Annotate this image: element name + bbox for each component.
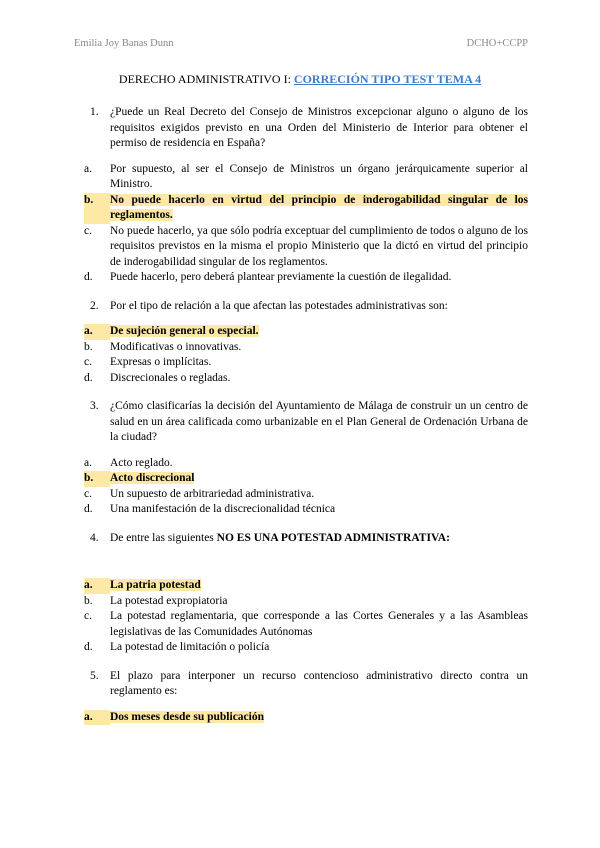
option-text: Acto discrecional — [110, 472, 195, 484]
option-1b-correct — [84, 193, 528, 224]
question-text-emphasis: NO ES UNA POTESTAD ADMINISTRATIVA: — [216, 531, 450, 544]
option-3b-correct — [84, 471, 528, 487]
option-letter: b. — [84, 340, 93, 353]
option-letter: a. — [84, 710, 110, 726]
option-1d — [84, 270, 528, 286]
question-1 — [84, 105, 528, 152]
option-letter: d. — [84, 641, 93, 653]
option-text: Acto reglado. — [110, 456, 173, 469]
title-highlight: CORRECIÓN TIPO TEST TEMA 4 — [293, 72, 482, 86]
option-2c — [84, 355, 528, 371]
options-4 — [84, 578, 528, 656]
question-text: El plazo para interponer un recurso contencioso administrativo directo contra un reglamento es: — [110, 669, 528, 697]
option-text: Por supuesto, al ser el Consejo de Ministros un órgano jerárquicamente superior al Ministro. — [110, 162, 528, 190]
option-text: La potestad expropiatoria — [110, 594, 228, 607]
question-text: ¿Cómo clasificarías la decisión del Ayuntamiento de Málaga de construir un un centro de salud en un área calificada como urbanizable en el Plan General de Ordenación Urbana de la ciudad? — [110, 400, 528, 443]
option-text: Modificativas o innovativas. — [110, 340, 242, 353]
option-2d — [84, 371, 528, 387]
option-text: Expresas o implícitas. — [110, 356, 212, 368]
page-title — [0, 72, 600, 87]
option-text: Dos meses desde su publicación — [110, 710, 264, 723]
option-3d — [84, 502, 528, 518]
option-text: Un supuesto de arbitrariedad administrativa. — [110, 487, 315, 500]
option-2a-correct — [84, 324, 528, 340]
question-number: 2. — [90, 299, 99, 312]
question-3 — [84, 399, 528, 446]
option-letter: d. — [84, 271, 93, 283]
question-text: ¿Puede un Real Decreto del Consejo de Ministros excepcionar alguno o alguno de los requisitos exigidos previsto en una Orden del Ministerio de Interior para obtener el permiso de residencia en España? — [110, 106, 528, 149]
option-letter: d. — [84, 503, 93, 515]
option-letter: c. — [84, 356, 92, 368]
option-1c — [84, 224, 528, 271]
question-number: 3. — [90, 400, 99, 412]
question-number: 5. — [90, 669, 99, 682]
option-5a-correct — [84, 710, 528, 726]
option-text: Discrecionales o regladas. — [110, 371, 231, 384]
option-letter: a. — [84, 324, 110, 340]
option-letter: a. — [84, 456, 92, 469]
option-text: No puede hacerlo, ya que sólo podría exceptuar del cumplimiento de todos o alguno de los requisitos previstos en la misma el propio Ministerio que la dictó en virtud del principio de inderogabilidad singular de los reglamentos. — [110, 224, 528, 268]
question-5 — [84, 669, 528, 700]
option-letter: c. — [84, 224, 92, 237]
question-number: 1. — [90, 106, 99, 118]
question-2 — [84, 299, 528, 315]
option-letter: b. — [84, 193, 110, 224]
option-letter: d. — [84, 371, 93, 384]
option-4a-correct — [84, 578, 528, 594]
options-3 — [84, 456, 528, 518]
option-letter: b. — [84, 594, 93, 607]
option-text: Una manifestación de la discrecionalidad técnica — [110, 503, 336, 515]
option-2b — [84, 340, 528, 356]
options-5 — [84, 710, 528, 726]
option-3c — [84, 487, 528, 503]
option-3a — [84, 456, 528, 472]
option-letter: b. — [84, 471, 110, 487]
option-1a — [84, 162, 528, 193]
option-text: Puede hacerlo, pero deberá plantear previamente la cuestión de ilegalidad. — [110, 271, 452, 283]
question-4 — [84, 531, 528, 547]
option-4d — [84, 640, 528, 656]
option-letter: a. — [84, 578, 110, 594]
option-text: La patria potestad — [110, 579, 201, 591]
header-author: Emilia Joy Banas Dunn — [74, 38, 174, 49]
options-2 — [84, 324, 528, 386]
question-text: Por el tipo de relación a la que afectan las potestades administrativas son: — [110, 299, 448, 312]
question-number: 4. — [90, 531, 99, 544]
option-letter: c. — [84, 610, 92, 622]
options-1 — [84, 162, 528, 286]
option-text: No puede hacerlo en virtud del principio de inderogabilidad singular de los reglamentos. — [110, 193, 528, 221]
option-text: La potestad de limitación o policía — [110, 641, 270, 653]
option-4c — [84, 609, 528, 640]
header-course: DCHO+CCPP — [466, 38, 528, 49]
option-letter: c. — [84, 487, 92, 500]
question-list — [84, 105, 528, 725]
option-text: La potestad reglamentaria, que corresponde a las Cortes Generales y a las Asambleas legislativas de las Comunidades Autónomas — [110, 610, 528, 638]
option-letter: a. — [84, 162, 92, 175]
option-4b — [84, 594, 528, 610]
title-main: DERECHO ADMINISTRATIVO I: — [118, 72, 291, 86]
option-text: De sujeción general o especial. — [110, 325, 259, 337]
question-text: De entre las siguientes — [110, 531, 214, 544]
